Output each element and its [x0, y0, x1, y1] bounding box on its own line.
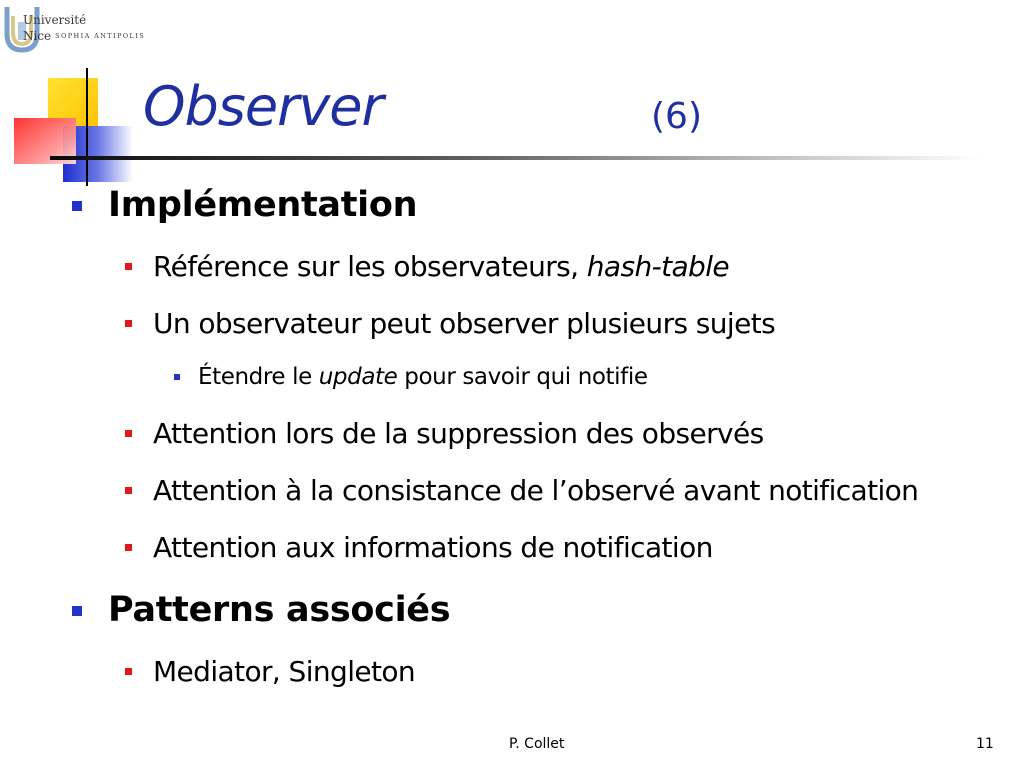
university-logo [4, 4, 144, 56]
bullet-extend-update [198, 366, 648, 389]
bullet-mediator-singleton [153, 655, 416, 688]
logo-text-nice-word: Nice [23, 29, 52, 43]
bullet-text: Attention aux informations de notification [153, 531, 713, 564]
slide-title-number: (6) [651, 96, 702, 137]
bullet-text: Attention lors de la suppression des observés [153, 417, 764, 450]
slide-title: Observer [143, 75, 383, 138]
bullet-text-before: Étendre le [198, 364, 319, 390]
bullet-suppression [153, 417, 764, 450]
logo-text-sophia: SOPHIA ANTIPOLIS [55, 32, 146, 40]
decorative-squares [0, 60, 150, 190]
bullet-text-after: pour savoir qui notifie [397, 364, 648, 390]
bullet-text: Mediator, Singleton [153, 655, 416, 688]
title-underline [50, 156, 980, 160]
bullet-implementation [108, 185, 418, 225]
bullet-text-italic: update [318, 364, 398, 390]
bullet-text [153, 250, 729, 283]
bullet-square-icon [125, 668, 132, 675]
logo-text-universite: Université [23, 13, 87, 27]
footer-author: P. Collet [509, 736, 565, 752]
bullet-square-icon [125, 320, 132, 327]
bullet-text-main: Référence sur les observateurs, [153, 250, 587, 283]
bullet-text: Patterns associés [108, 590, 451, 630]
bullet-patterns [108, 590, 451, 630]
bullet-text: Implémentation [108, 185, 418, 225]
bullet-text [198, 364, 648, 390]
bullet-informations [153, 531, 713, 564]
bullet-square-icon [72, 606, 82, 616]
bullet-text: Un observateur peut observer plusieurs sujets [153, 307, 776, 340]
bullet-consistance [153, 474, 919, 507]
bullet-text-italic: hash-table [586, 250, 730, 283]
bullet-square-icon [125, 430, 132, 437]
bullet-multi-subjects [153, 307, 776, 340]
bullet-square-icon [125, 487, 132, 494]
logo-text-nice [23, 29, 145, 43]
bullet-reference [153, 250, 730, 283]
bullet-square-icon [125, 263, 132, 270]
footer-page-number: 11 [976, 736, 994, 752]
bullet-square-icon [174, 374, 180, 380]
bullet-square-icon [72, 201, 82, 211]
bullet-square-icon [125, 544, 132, 551]
bullet-text: Attention à la consistance de l’observé avant notification [153, 474, 919, 507]
